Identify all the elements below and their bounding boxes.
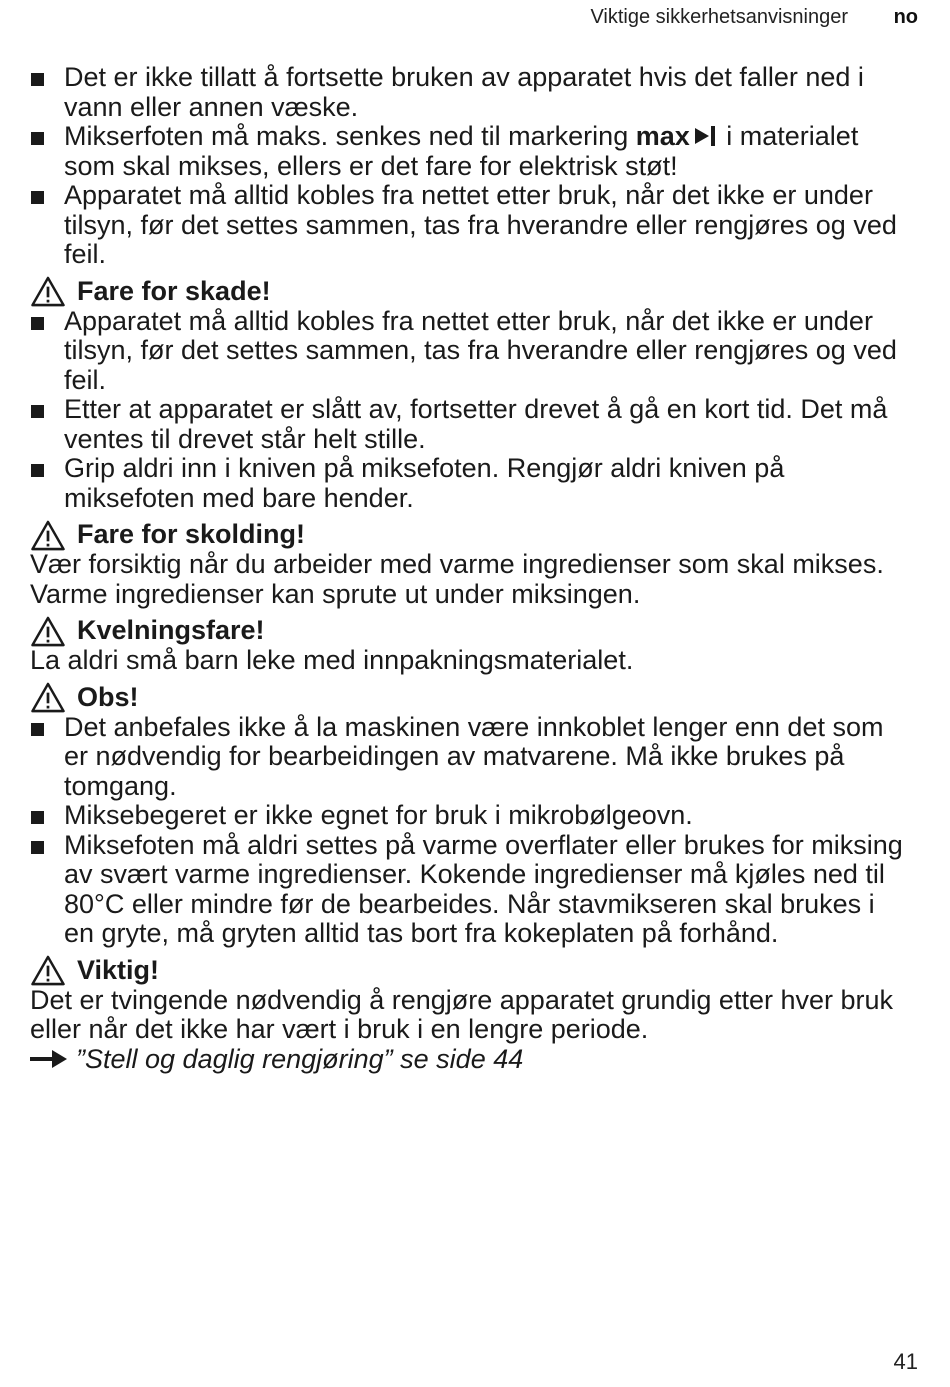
list-item — [30, 181, 910, 270]
list-item — [30, 801, 910, 831]
warning-text: Vær forsiktig når du arbeider med varme ingredienser som skal mikses. Varme ingredienser kan sprute ut under miksingen. — [30, 549, 884, 609]
list-item — [30, 395, 910, 454]
warning-triangle-icon — [30, 520, 66, 551]
warning-triangle-icon — [30, 276, 66, 307]
list-item-text: Etter at apparatet er slått av, fortsetter drevet å gå en kort tid. Det må ventes til drevet står helt stille. — [64, 394, 888, 454]
warning-heading — [30, 616, 910, 646]
section-title: Viktige sikkerhetsanvisninger — [590, 6, 848, 28]
warning-title: Fare for skolding! — [77, 519, 306, 550]
cross-reference-text[interactable]: ”Stell og daglig rengjøring” se side 44 — [76, 1043, 524, 1074]
bullet-square-icon — [30, 307, 64, 337]
text-fragment: Mikserfoten må maks. senkes ned til markering — [64, 121, 636, 151]
warning-triangle-icon — [30, 955, 66, 986]
list-item — [30, 713, 910, 802]
bullet-square-icon — [30, 181, 64, 211]
max-marker-icon — [693, 125, 719, 147]
list-item-text — [64, 122, 910, 181]
bullet-square-icon — [30, 454, 64, 484]
cross-reference[interactable] — [30, 1045, 910, 1075]
warning-text: Det er tvingende nødvendig å rengjøre apparatet grundig etter hver bruk eller når det ikke har vært i bruk i en lengre periode. — [30, 984, 894, 1044]
warning-triangle-icon — [30, 682, 66, 713]
list-item-text: Miksebegeret er ikke egnet for bruk i mikrobølgeovn. — [64, 800, 693, 830]
list-item-text: Apparatet må alltid kobles fra nettet etter bruk, når det ikke er under tilsyn, før det settes sammen, tas fra hverandre eller rengjøres og ved feil. — [64, 305, 897, 395]
max-marking — [636, 121, 719, 151]
list-item-text: Det anbefales ikke å la maskinen være innkoblet lenger enn det som er nødvendig for bearbeidingen av matvarene. Må ikke brukes på tomgang. — [64, 711, 884, 801]
warning-heading — [30, 683, 910, 713]
warning-triangle-icon — [30, 616, 66, 647]
warning-title: Kvelningsfare! — [77, 615, 265, 646]
page-content — [30, 63, 910, 1074]
list-item — [30, 122, 910, 181]
list-item — [30, 831, 910, 949]
list-item-text: Apparatet må alltid kobles fra nettet etter bruk, når det ikke er under tilsyn, før det settes sammen, tas fra hverandre eller rengjøres og ved feil. — [64, 180, 897, 269]
list-item-text: Miksefoten må aldri settes på varme overflater eller brukes for miksing av svært varme ingredienser. Kokende ingredienser må kjøles ned til 80°C eller mindre før de bearbeides. Når stavmikseren skal brukes i en gryte, må gryten alltid tas bort fra kokeplaten på forhånd. — [64, 829, 903, 948]
bullet-square-icon — [30, 122, 64, 152]
warning-title: Obs! — [77, 681, 139, 712]
page-number: 41 — [893, 1349, 918, 1374]
text-fragment: i materialet som skal mikses, ellers er det fare for elektrisk støt! — [64, 121, 859, 181]
list-item — [30, 454, 910, 513]
list-item-text: Det er ikke tillatt å fortsette bruken av apparatet hvis det faller ned i vann eller annen væske. — [64, 62, 864, 122]
warning-heading — [30, 277, 910, 307]
warning-heading — [30, 956, 910, 986]
warning-text: La aldri små barn leke med innpakningsmaterialet. — [30, 645, 634, 675]
bullet-square-icon — [30, 801, 64, 831]
list-item-text: Grip aldri inn i kniven på miksefoten. Rengjør aldri kniven på miksefoten med bare hender. — [64, 453, 785, 513]
bullet-square-icon — [30, 63, 64, 93]
bullet-square-icon — [30, 713, 64, 743]
page-header — [0, 6, 950, 32]
max-label: max — [635, 121, 690, 151]
bullet-square-icon — [30, 395, 64, 425]
warning-title: Viktig! — [77, 954, 160, 985]
list-item — [30, 63, 910, 122]
language-code: no — [893, 6, 918, 28]
warning-heading — [30, 520, 910, 550]
list-item — [30, 307, 910, 396]
arrow-right-icon — [30, 1049, 68, 1069]
warning-title: Fare for skade! — [77, 275, 271, 306]
bullet-square-icon — [30, 831, 64, 861]
